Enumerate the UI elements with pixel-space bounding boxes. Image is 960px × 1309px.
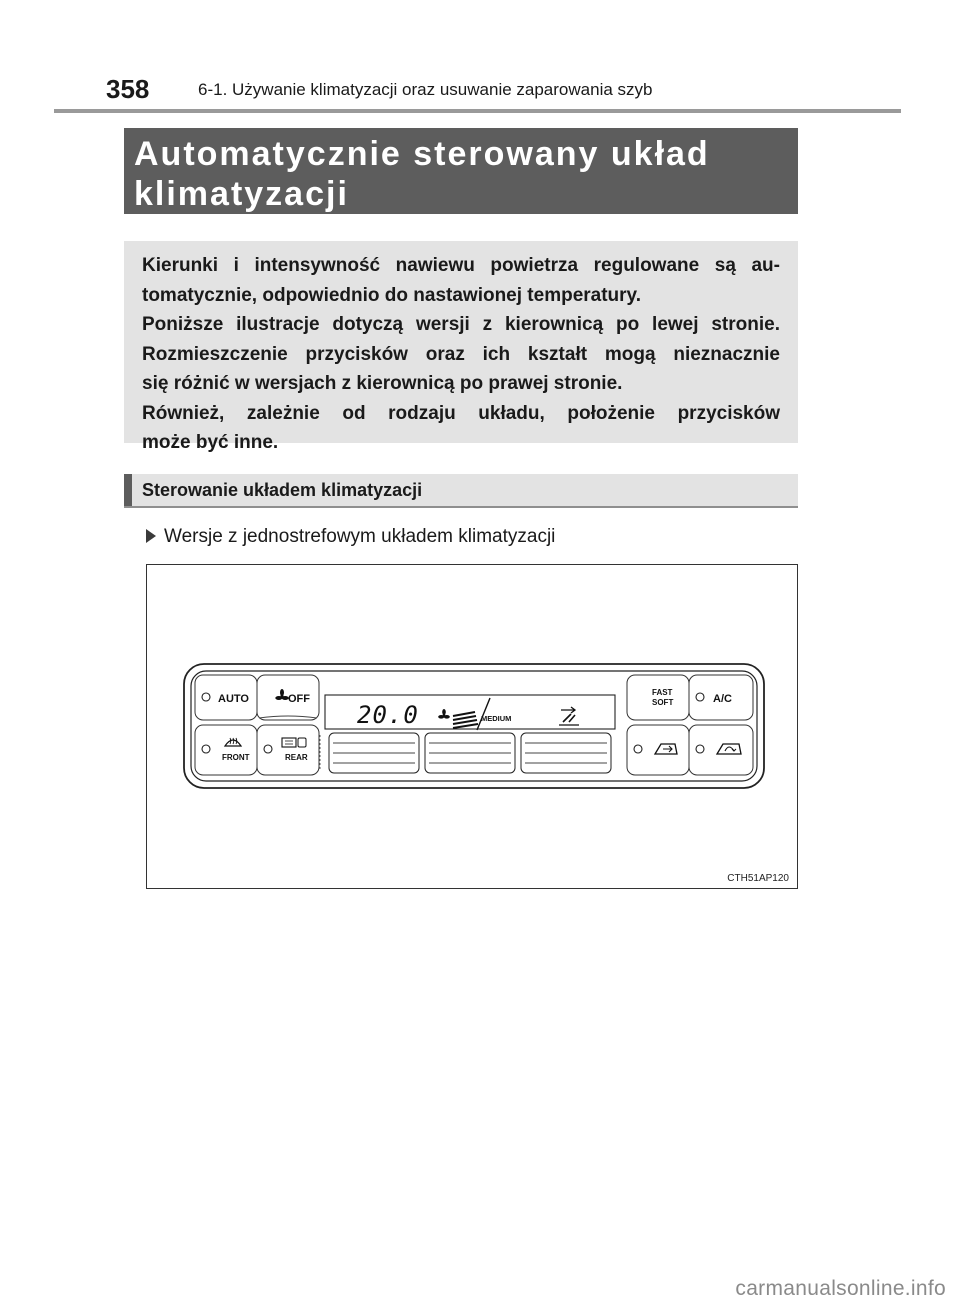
intro-line-7: może być inne. (142, 432, 279, 453)
title-box (124, 128, 798, 214)
section-bar (124, 474, 798, 508)
bullet-row (146, 526, 555, 548)
climate-panel-illustration (147, 565, 796, 887)
soft-label: SOFT (652, 698, 674, 707)
intro-box (124, 241, 798, 453)
off-label: OFF (288, 693, 310, 705)
ac-label: A/C (713, 693, 732, 705)
section-accent (124, 474, 132, 506)
intro-line-3: Poniższe ilustracje dotyczą wersji z kierownicą po lewej stronie. (142, 314, 780, 335)
intro-line-4: Rozmieszczenie przycisków oraz ich kształt mogą nieznacznie (142, 343, 780, 365)
bullet-text: Wersje z jednostrefowym układem klimatyzacji (164, 526, 556, 547)
display-fan-mode: MEDIUM (481, 714, 512, 723)
running-header: 6-1. Używanie klimatyzacji oraz usuwanie zaparowania szyb (198, 80, 653, 99)
watermark: carmanualsonline.info (735, 1277, 946, 1300)
recirculation-button[interactable] (689, 725, 753, 775)
intro-line-1: Kierunki i intensywność nawiewu powietrza regulowane są au- (142, 255, 780, 276)
intro-line-6: Również, zależnie od rodzaju układu, położenie przycisków (142, 402, 780, 424)
display-temperature: 20.0 (357, 701, 419, 729)
rear-defrost-button[interactable] (257, 725, 319, 775)
header-rule (54, 109, 901, 113)
title-line-2: klimatyzacji (134, 175, 349, 213)
auto-label: AUTO (218, 693, 249, 705)
figure (146, 564, 798, 889)
intro-line-2: tomatycznie, odpowiednio do nastawionej temperatury. (142, 284, 641, 306)
fast-label: FAST (652, 688, 673, 697)
intro-line-5: się różnić w wersjach z kierownicą po prawej stronie. (142, 373, 623, 394)
bullet-triangle-icon (146, 529, 156, 543)
front-label: FRONT (222, 753, 250, 762)
front-defrost-button[interactable] (195, 725, 257, 775)
section-title: Sterowanie układem klimatyzacji (142, 480, 423, 500)
rear-label: REAR (285, 753, 308, 762)
figure-code: CTH51AP120 (727, 873, 789, 884)
air-vents (329, 733, 611, 773)
page-number: 358 (106, 74, 150, 104)
title-line-1: Automatycznie sterowany układ (134, 135, 710, 173)
